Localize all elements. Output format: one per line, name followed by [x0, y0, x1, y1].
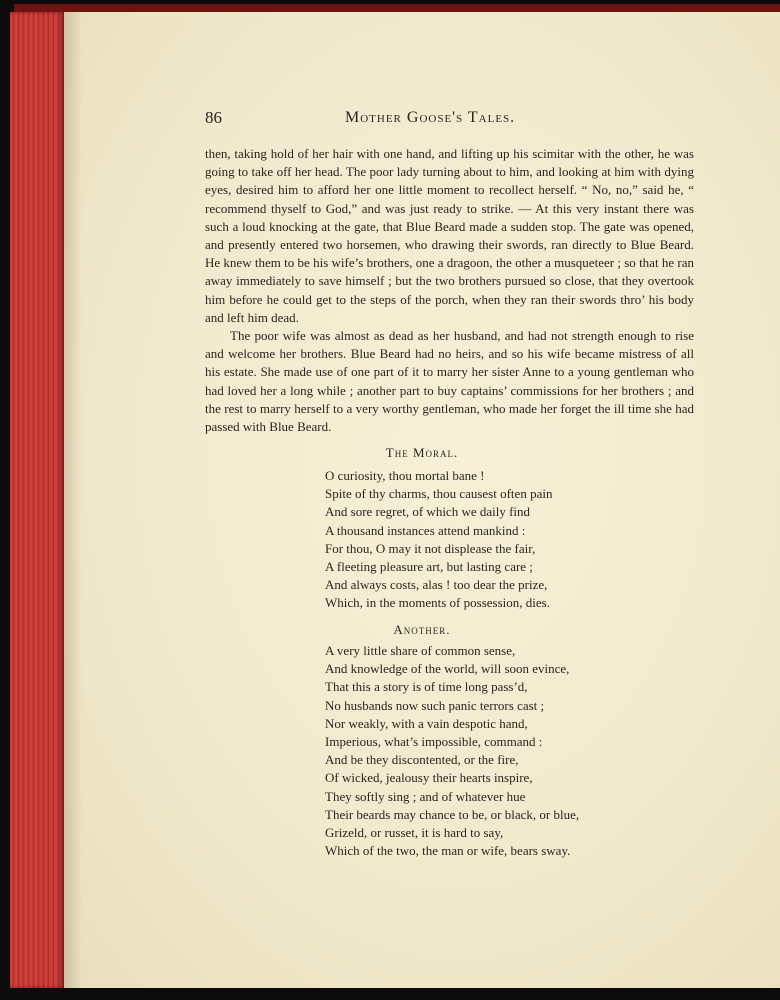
verse-line: They softly sing ; and of whatever hue — [325, 788, 526, 804]
verse-line: That this a story is of time long pass’d, — [325, 679, 528, 695]
verse-line: Spite of thy charms, thou causest often pain — [325, 486, 553, 502]
page-header — [205, 108, 694, 132]
page-number: 86 — [205, 108, 222, 127]
verse-line: A thousand instances attend mankind : — [325, 522, 526, 538]
verse-line: And be they discontented, or the fire, — [325, 752, 519, 768]
red-page-edges — [10, 12, 64, 988]
verse-line: And knowledge of the world, will soon evince, — [325, 661, 570, 677]
paragraph: then, taking hold of her hair with one hand, and lifting up his scimitar with the other, he was going to take off her head. The poor lady turning about to him, and looking at him with dying eyes, desired him to afford her one little moment to recollect herself. “ No, no,” said he, “ recommend thyself to God,” and was just ready to strike. — At this very instant there was such a loud knocking at the gate, that Blue Beard made a sudden stop. The gate was opened, and presently entered two horsemen, who drawing their swords, ran directly to Blue Beard. He knew them to be his wife’s brothers, one a dragoon, the other a musqueteer ; so that he ran away immediately to save himself ; but the two brothers pursued so close, that they overtook him before he could get to the steps of the porch, when they ran their swords thro’ his body and left him dead. — [205, 146, 694, 325]
verse-line: Which, in the moments of possession, dies. — [325, 595, 550, 611]
verse-line: A fleeting pleasure art, but lasting care ; — [325, 559, 533, 575]
verse-line: For thou, O may it not displease the fair, — [325, 540, 536, 556]
verse-line: And sore regret, of which we daily find — [325, 504, 531, 520]
verse-line: Their beards may chance to be, or black, or blue, — [325, 806, 580, 822]
moral-verse — [325, 467, 685, 613]
running-title: Mother Goose's Tales. — [345, 109, 516, 126]
verse-line: Imperious, what’s impossible, command : — [325, 734, 543, 750]
verse-line: Of wicked, jealousy their hearts inspire, — [325, 770, 533, 786]
verse-line: And always costs, alas ! too dear the prize, — [325, 577, 548, 593]
book-page — [64, 12, 780, 988]
moral-heading: The Moral. — [385, 445, 459, 460]
story-text — [205, 145, 694, 436]
verse-line: No husbands now such panic terrors cast ; — [325, 697, 545, 713]
verse-line: A very little share of common sense, — [325, 643, 516, 658]
verse-line: Grizeld, or russet, it is hard to say, — [325, 825, 504, 841]
another-verse — [325, 642, 685, 860]
paragraph: The poor wife was almost as dead as her husband, and had not strength enough to rise and welcome her brothers. Blue Beard had no heirs, and so his wife became mistress of all his estate. She made use of one part of it to marry her sister Anne to a young gentleman who had loved her a long while ; another part to buy captains’ commissions for her brothers ; and the rest to marry herself to a very worthy gentleman, who made her forget the ill time she had passed with Blue Beard. — [205, 328, 694, 435]
verse-line: O curiosity, thou mortal bane ! — [325, 468, 485, 483]
verse-line: Nor weakly, with a vain despotic hand, — [325, 715, 528, 731]
verse-line: Which of the two, the man or wife, bears sway. — [325, 843, 571, 859]
another-heading: Another. — [393, 622, 451, 637]
